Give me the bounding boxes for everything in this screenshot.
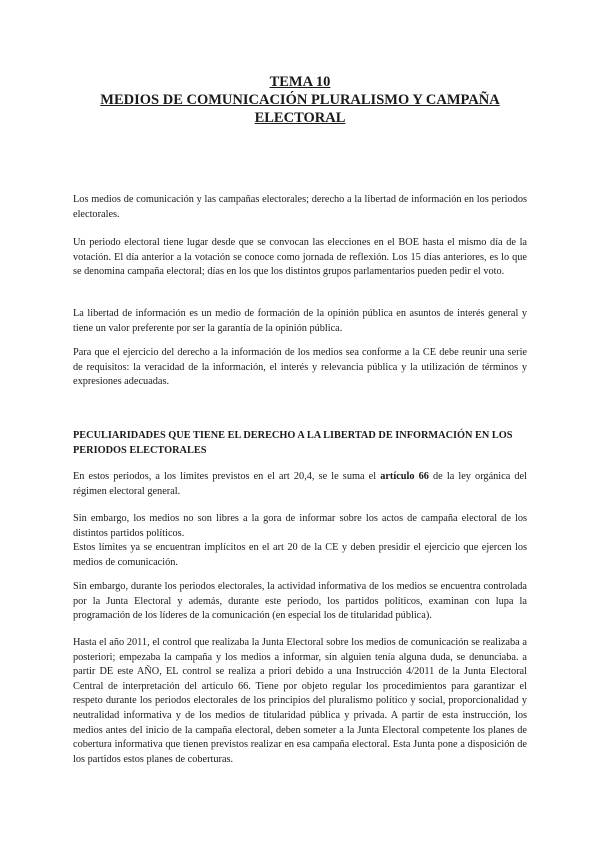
article-66-text-after: de la ley orgánica del régimen electoral general.: [73, 471, 527, 497]
freedom-of-information-paragraph: La libertad de información es un medio de formación de la opinión pública en asuntos de interés general y tiene un valor preferente por ser la garantía de la opinión pública.: [73, 308, 527, 334]
intro-paragraph: Los medios de comunicación y las campañas electorales; derecho a la libertad de información en los periodos electorales.: [73, 194, 527, 220]
instruction-2011-paragraph: Hasta el año 2011, el control que realizaba la Junta Electoral sobre los medios de comunicación se realizaba a posteriori; empezaba la campaña y los medios a informar, sin alguien tenía alguna duda, se denunciaba. a partir DE este AÑO, EL control se realiza a priori debido a una Instrucción 4/2011 de la Junta Electoral Central de interpretación del artículo 66. Tiene por objeto regular los procedimientos para garantizar el respeto durante los periodos electorales de los principios del pluralismo político y social, proporcionalidad y neutralidad informativa y de los medios de titularidad pública y privada. A partir de esta instrucción, los medios antes del inicio de la campaña electoral, deben someter a la Junta Electoral competente los planes de cobertura informativa que tienen previstos realizar en esa campaña electoral. Esta Junta pone a disposición de los partidos estos planes de coberturas.: [73, 637, 527, 765]
document-title-line-2: MEDIOS DE COMUNICACIÓN PLURALISMO Y CAMPAÑA: [100, 92, 500, 108]
article-66-text-before: En estos periodos, a los límites previstos en el art 20,4, se le suma el: [73, 471, 381, 482]
limits-paragraph-line-2: Estos límites ya se encuentran implícitos en el art 20 de la CE y deben presidir el ejercicio que ejercen los medios de comunicación.: [73, 542, 527, 568]
document-title-line-3: ELECTORAL: [254, 110, 346, 126]
article-66-paragraph: [73, 470, 527, 499]
section-heading: PECULIARIDADES QUE TIENE EL DERECHO A LA LIBERTAD DE INFORMACIÓN EN LOS PERIODOS ELECTORALES: [73, 430, 513, 456]
limits-paragraph: [73, 512, 527, 570]
junta-electoral-paragraph: Sin embargo, durante los periodos electorales, la actividad informativa de los medios se encuentra controlada por la Junta Electoral y además, durante este periodo, los partidos políticos, examinan con lupa la programación de los líderes de la comunicación (en especial los de titularidad pública).: [73, 581, 527, 622]
article-66-bold: artículo 66: [380, 471, 429, 482]
electoral-period-paragraph: Un periodo electoral tiene lugar desde que se convocan las elecciones en el BOE hasta el mismo día de la votación. El día anterior a la votación se conoce como jornada de reflexión. Los 15 días anteriores, es lo que se denomina campaña electoral; días en los que los distintos grupos parlamentarios pueden pedir el voto.: [73, 237, 527, 278]
limits-paragraph-line-1: Sin embargo, los medios no son libres a la gora de informar sobre los actos de campaña electoral de los distintos partidos políticos.: [73, 513, 527, 539]
document-title-line-1: TEMA 10: [269, 74, 331, 90]
requirements-paragraph: Para que el ejercicio del derecho a la información de los medios sea conforme a la CE debe reunir una serie de requisitos: la veracidad de la información, el interés y relevancia pública y la utilización de términos y expresiones adecuadas.: [73, 347, 527, 388]
